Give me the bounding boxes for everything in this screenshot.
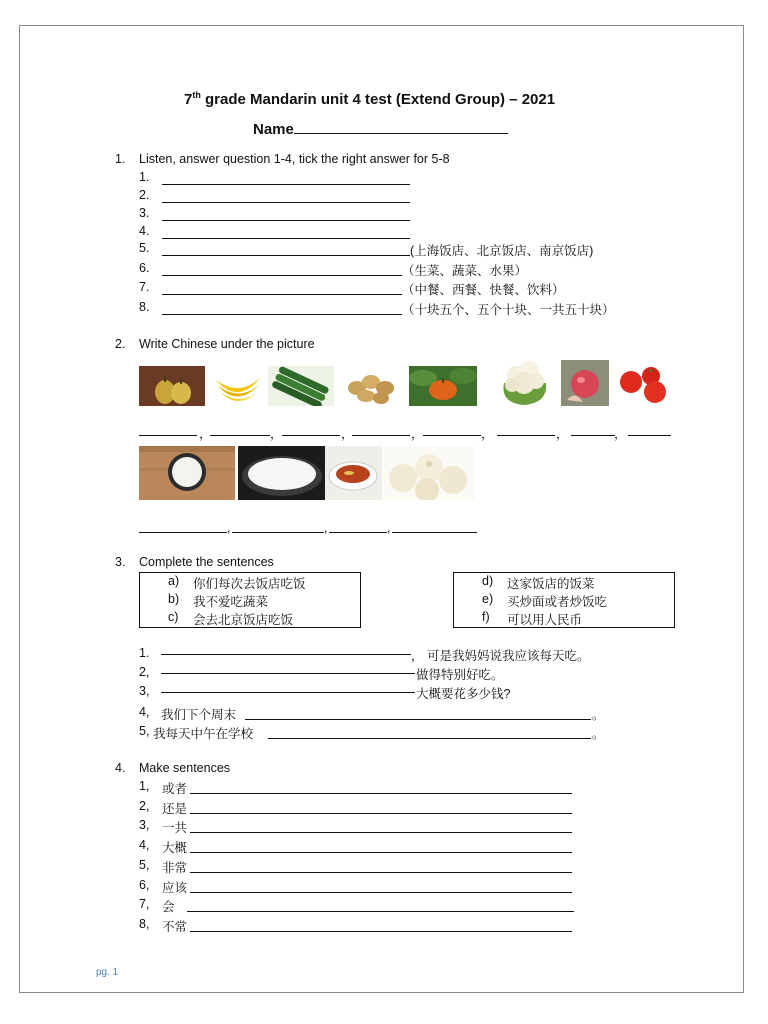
sentence-number: 5, xyxy=(139,724,150,738)
option-letter: e) xyxy=(482,592,494,606)
rice-bowl-photo xyxy=(139,446,235,500)
sentence-number: 3, xyxy=(139,684,150,698)
make-sentence-line[interactable] xyxy=(190,892,572,893)
picture-answer-blank[interactable] xyxy=(628,435,671,436)
sentence-blank[interactable] xyxy=(161,654,411,655)
picture-answer-blank[interactable] xyxy=(571,435,615,436)
picture-answer-blank[interactable] xyxy=(282,435,340,436)
sentence-blank[interactable] xyxy=(268,738,591,739)
separator: ， xyxy=(341,427,354,441)
sentence-end: 。 xyxy=(592,708,605,722)
picture-answer-blank[interactable] xyxy=(423,435,481,436)
make-sentence-word: 不常 xyxy=(162,919,188,934)
option-text: 会去北京饭店吃饭 xyxy=(193,613,294,627)
q2-heading: Write Chinese under the picture xyxy=(139,337,315,351)
make-sentence-word: 一共 xyxy=(162,821,188,836)
q1-answer-line[interactable] xyxy=(162,275,402,276)
sentence-blank[interactable] xyxy=(161,692,415,693)
picture-answer-blank[interactable] xyxy=(139,532,227,533)
option-text: 我不爱吃蔬菜 xyxy=(193,595,269,609)
q1-answer-line[interactable] xyxy=(162,184,410,185)
make-sentence-number: 8, xyxy=(139,916,150,931)
q1-item-number: 5. xyxy=(139,241,150,255)
sentence-end: 做得特别好吃。 xyxy=(416,668,504,682)
option-text: 买炒面或者炒饭吃 xyxy=(507,595,608,609)
cucumbers-photo xyxy=(268,366,334,406)
make-sentence-line[interactable] xyxy=(190,793,572,794)
sentence-end: ， 可是我妈妈说我应该每天吃。 xyxy=(411,649,590,663)
make-sentence-line[interactable] xyxy=(190,832,572,833)
pears-photo xyxy=(139,366,205,406)
name-label: Name xyxy=(253,121,294,138)
pumpkin-photo xyxy=(409,366,477,406)
make-sentence-line[interactable] xyxy=(190,813,572,814)
picture-answer-blank[interactable] xyxy=(497,435,555,436)
make-sentence-line[interactable] xyxy=(190,872,572,873)
q1-answer-line[interactable] xyxy=(162,238,410,239)
option-text: 你们每次去饭店吃饭 xyxy=(193,577,306,591)
make-sentence-word: 会 xyxy=(162,900,175,915)
separator: ， xyxy=(270,427,283,441)
make-sentence-word: 或者 xyxy=(162,782,188,796)
q1-item-choices: (上海饭店、北京饭店、南京饭店) xyxy=(410,244,594,258)
option-text: 可以用人民币 xyxy=(507,613,583,627)
option-letter: a) xyxy=(168,574,180,588)
document-title xyxy=(184,90,555,108)
q1-heading: Listen, answer question 1-4, tick the right answer for 5-8 xyxy=(139,152,450,166)
cauliflower-photo xyxy=(496,353,553,406)
sentence-number: 1. xyxy=(139,646,150,660)
picture-answer-blank[interactable] xyxy=(139,435,197,436)
tomatoes-photo xyxy=(615,362,671,406)
make-sentence-number: 2, xyxy=(139,798,150,813)
picture-answer-blank[interactable] xyxy=(352,435,410,436)
sentence-blank[interactable] xyxy=(245,719,591,720)
steamed-buns-photo xyxy=(383,446,475,500)
title-grade-number: 7 xyxy=(184,91,193,108)
separator: ， xyxy=(481,427,494,441)
picture-answer-blank[interactable] xyxy=(392,532,477,533)
make-sentence-number: 3, xyxy=(139,818,150,833)
picture-answer-blank[interactable] xyxy=(329,532,387,533)
q1-item-number: 8. xyxy=(139,300,150,314)
q1-item-choices: （生菜、蔬菜、水果） xyxy=(402,264,528,278)
make-sentence-line[interactable] xyxy=(190,852,572,853)
q1-answer-line[interactable] xyxy=(162,314,402,315)
option-letter: f) xyxy=(482,610,490,624)
sentence-end: 大概要花多少钱? xyxy=(416,687,511,701)
sentence-number: 4, xyxy=(139,705,150,719)
q1-item-number: 2. xyxy=(139,188,150,202)
q1-answer-line[interactable] xyxy=(162,255,410,256)
q1-answer-line[interactable] xyxy=(162,294,402,295)
make-sentence-number: 6, xyxy=(139,877,150,892)
make-sentence-number: 5, xyxy=(139,857,150,872)
cooked-rice-photo xyxy=(238,446,325,500)
option-letter: b) xyxy=(168,592,180,606)
soup-photo xyxy=(325,446,382,500)
page-number: pg. 1 xyxy=(96,967,119,978)
make-sentence-word: 大概 xyxy=(162,841,188,856)
make-sentence-line[interactable] xyxy=(187,911,574,912)
separator: ， xyxy=(556,427,569,441)
q1-item-number: 3. xyxy=(139,206,150,220)
q2-number: 2. xyxy=(115,337,126,351)
q1-number: 1. xyxy=(115,152,126,166)
q3-number: 3. xyxy=(115,555,126,569)
q1-item-number: 1. xyxy=(139,170,150,184)
sentence-blank[interactable] xyxy=(161,673,415,674)
q3-heading: Complete the sentences xyxy=(139,555,274,569)
potatoes-photo xyxy=(341,366,403,406)
make-sentence-word: 应该 xyxy=(162,880,188,895)
q1-answer-line[interactable] xyxy=(162,202,410,203)
option-letter: c) xyxy=(168,610,179,624)
make-sentence-number: 1, xyxy=(139,779,150,793)
page-border xyxy=(19,25,744,993)
q1-item-number: 6. xyxy=(139,261,150,275)
sentence-start: 我们下个周末 xyxy=(161,708,237,722)
separator: ， xyxy=(411,427,424,441)
bananas-photo xyxy=(212,366,264,406)
separator: ， xyxy=(199,427,212,441)
q4-heading: Make sentences xyxy=(139,761,231,775)
make-sentence-word: 非常 xyxy=(162,860,188,875)
option-text: 这家饭店的饭菜 xyxy=(507,577,595,591)
q1-item-choices: （中餐、西餐、快餐、饮料） xyxy=(402,283,565,297)
title-text: grade Mandarin unit 4 test (Extend Group) – 2021 xyxy=(200,91,556,108)
sentence-number: 2, xyxy=(139,665,150,679)
picture-answer-blank[interactable] xyxy=(210,435,270,436)
q4-number: 4. xyxy=(115,761,126,775)
apple-photo xyxy=(561,360,609,406)
sentence-start: 我每天中午在学校 xyxy=(153,727,254,741)
option-letter: d) xyxy=(482,574,494,588)
separator: , xyxy=(387,521,391,535)
make-sentence-line[interactable] xyxy=(190,931,572,932)
q1-item-number: 4. xyxy=(139,224,150,238)
make-sentence-word: 还是 xyxy=(162,801,188,816)
separator: , xyxy=(227,521,231,535)
picture-answer-blank[interactable] xyxy=(232,532,324,533)
q1-item-number: 7. xyxy=(139,280,150,294)
separator: ， xyxy=(614,427,627,441)
sentence-end: 。 xyxy=(592,727,605,741)
title-superscript: th xyxy=(192,90,201,100)
q1-answer-line[interactable] xyxy=(162,220,410,221)
separator: , xyxy=(324,521,328,535)
name-field[interactable] xyxy=(253,121,508,138)
make-sentence-number: 4, xyxy=(139,838,150,853)
q1-item-choices: （十块五个、五个十块、一共五十块） xyxy=(402,303,615,317)
name-line[interactable] xyxy=(294,121,508,134)
make-sentence-number: 7, xyxy=(139,897,150,912)
